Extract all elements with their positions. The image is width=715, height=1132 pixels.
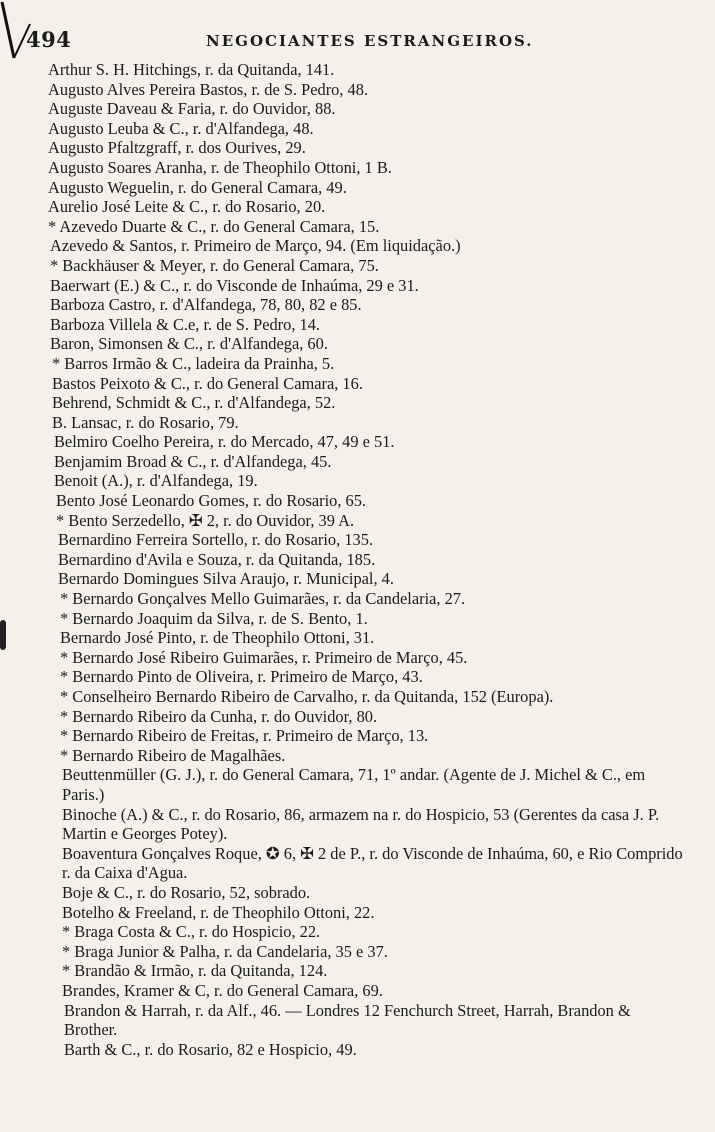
list-item: Augusto Soares Aranha, r. de Theophilo Ottoni, 1 B. [48, 157, 392, 177]
list-item: Brandes, Kramer & C, r. do General Camara, 69. [62, 980, 383, 1000]
list-item: * Braga Costa & C., r. do Hospicio, 22. [62, 922, 321, 942]
list-item: * Bento Serzedello, ✠ 2, r. do Ouvidor, 39 A. [56, 510, 355, 530]
list-item: * Braga Junior & Palha, r. da Candelaria, 35 e 37. [62, 941, 388, 961]
running-head: NEGOCIANTES ESTRANGEIROS. [206, 32, 534, 50]
list-item: Barboza Villela & C.e, r. de S. Pedro, 14. [50, 314, 321, 334]
list-item: Bastos Peixoto & C., r. do General Camara, 16. [52, 373, 363, 393]
list-item: Bernardo Domingues Silva Araujo, r. Municipal, 4. [58, 569, 394, 589]
list-item: Augusto Alves Pereira Bastos, r. de S. Pedro, 48. [48, 79, 369, 99]
page-number: 494 [26, 27, 72, 52]
list-item: * Bernardo Ribeiro de Freitas, r. Primeiro de Março, 13. [60, 726, 429, 746]
list-item: * Bernardo Pinto de Oliveira, r. Primeiro de Março, 43. [60, 667, 423, 687]
list-item: Benoit (A.), r. d'Alfandega, 19. [54, 471, 258, 491]
merchant-list [0, 60, 715, 1059]
page-header [26, 27, 686, 53]
list-item: * Bernardo Gonçalves Mello Guimarães, r. da Candelaria, 27. [60, 589, 466, 609]
list-item: Brandon & Harrah, r. da Alf., 46. — Londres 12 Fenchurch Street, Harrah, Brandon & Brother. [64, 1000, 631, 1040]
list-item: Boaventura Gonçalves Roque, ✪ 6, ✠ 2 de P., r. do Visconde de Inhaúma, 60, e Rio Comprido r. da Caixa d'Agua. [62, 843, 683, 883]
list-item: Auguste Daveau & Faria, r. do Ouvidor, 88. [48, 99, 336, 119]
list-item: * Bernardo José Ribeiro Guimarães, r. Primeiro de Março, 45. [60, 647, 468, 667]
list-item: Augusto Weguelin, r. do General Camara, 49. [48, 177, 347, 197]
list-item: Binoche (A.) & C., r. do Rosario, 86, armazem na r. do Hospicio, 53 (Gerentes da casa J. P. Martin e Georges Potey). [62, 804, 660, 844]
list-item: Barth & C., r. do Rosario, 82 e Hospicio, 49. [64, 1039, 357, 1059]
list-item: * Brandão & Irmão, r. da Quitanda, 124. [62, 961, 328, 981]
list-item: Behrend, Schmidt & C., r. d'Alfandega, 52. [52, 393, 336, 413]
list-item: Arthur S. H. Hitchings, r. da Quitanda, 141. [48, 60, 335, 79]
list-item: * Bernardo Joaquim da Silva, r. de S. Bento, 1. [60, 608, 368, 628]
list-item: Baron, Simonsen & C., r. d'Alfandega, 60. [50, 334, 328, 354]
list-item: Belmiro Coelho Pereira, r. do Mercado, 47, 49 e 51. [54, 432, 395, 452]
list-item: Augusto Pfaltzgraff, r. dos Ourives, 29. [48, 138, 306, 158]
list-item: * Backhäuser & Meyer, r. do General Camara, 75. [50, 255, 379, 275]
list-item: Bernardino d'Avila e Souza, r. da Quitanda, 185. [58, 549, 376, 569]
list-item: B. Lansac, r. do Rosario, 79. [52, 412, 239, 432]
list-item: Beuttenmüller (G. J.), r. do General Camara, 71, 1º andar. (Agente de J. Michel & C., em Paris.) [62, 765, 646, 804]
list-item: Botelho & Freeland, r. de Theophilo Ottoni, 22. [62, 902, 375, 922]
list-item: Azevedo & Santos, r. Primeiro de Março, 94. (Em liquidação.) [50, 236, 461, 256]
list-item: Augusto Leuba & C., r. d'Alfandega, 48. [48, 118, 314, 138]
list-item: Benjamim Broad & C., r. d'Alfandega, 45. [54, 451, 332, 471]
list-item: Bernardino Ferreira Sortello, r. do Rosario, 135. [58, 530, 373, 550]
list-item: Bento José Leonardo Gomes, r. do Rosario, 65. [56, 491, 367, 511]
list-item: Bernardo José Pinto, r. de Theophilo Ottoni, 31. [60, 628, 375, 648]
list-item: Barboza Castro, r. d'Alfandega, 78, 80, 82 e 85. [50, 295, 362, 315]
list-item: Aurelio José Leite & C., r. do Rosario, 20. [48, 197, 326, 217]
list-item: Baerwart (E.) & C., r. do Visconde de Inhaúma, 29 e 31. [50, 275, 419, 295]
list-item: * Conselheiro Bernardo Ribeiro de Carvalho, r. da Quitanda, 152 (Europa). [60, 687, 554, 706]
list-item: * Bernardo Ribeiro de Magalhães. [60, 745, 286, 765]
list-item: Boje & C., r. do Rosario, 52, sobrado. [62, 882, 311, 902]
list-item: * Azevedo Duarte & C., r. do General Camara, 15. [48, 216, 380, 236]
list-item: * Barros Irmão & C., ladeira da Prainha, 5. [52, 353, 335, 373]
list-item: * Bernardo Ribeiro da Cunha, r. do Ouvidor, 80. [60, 706, 378, 726]
